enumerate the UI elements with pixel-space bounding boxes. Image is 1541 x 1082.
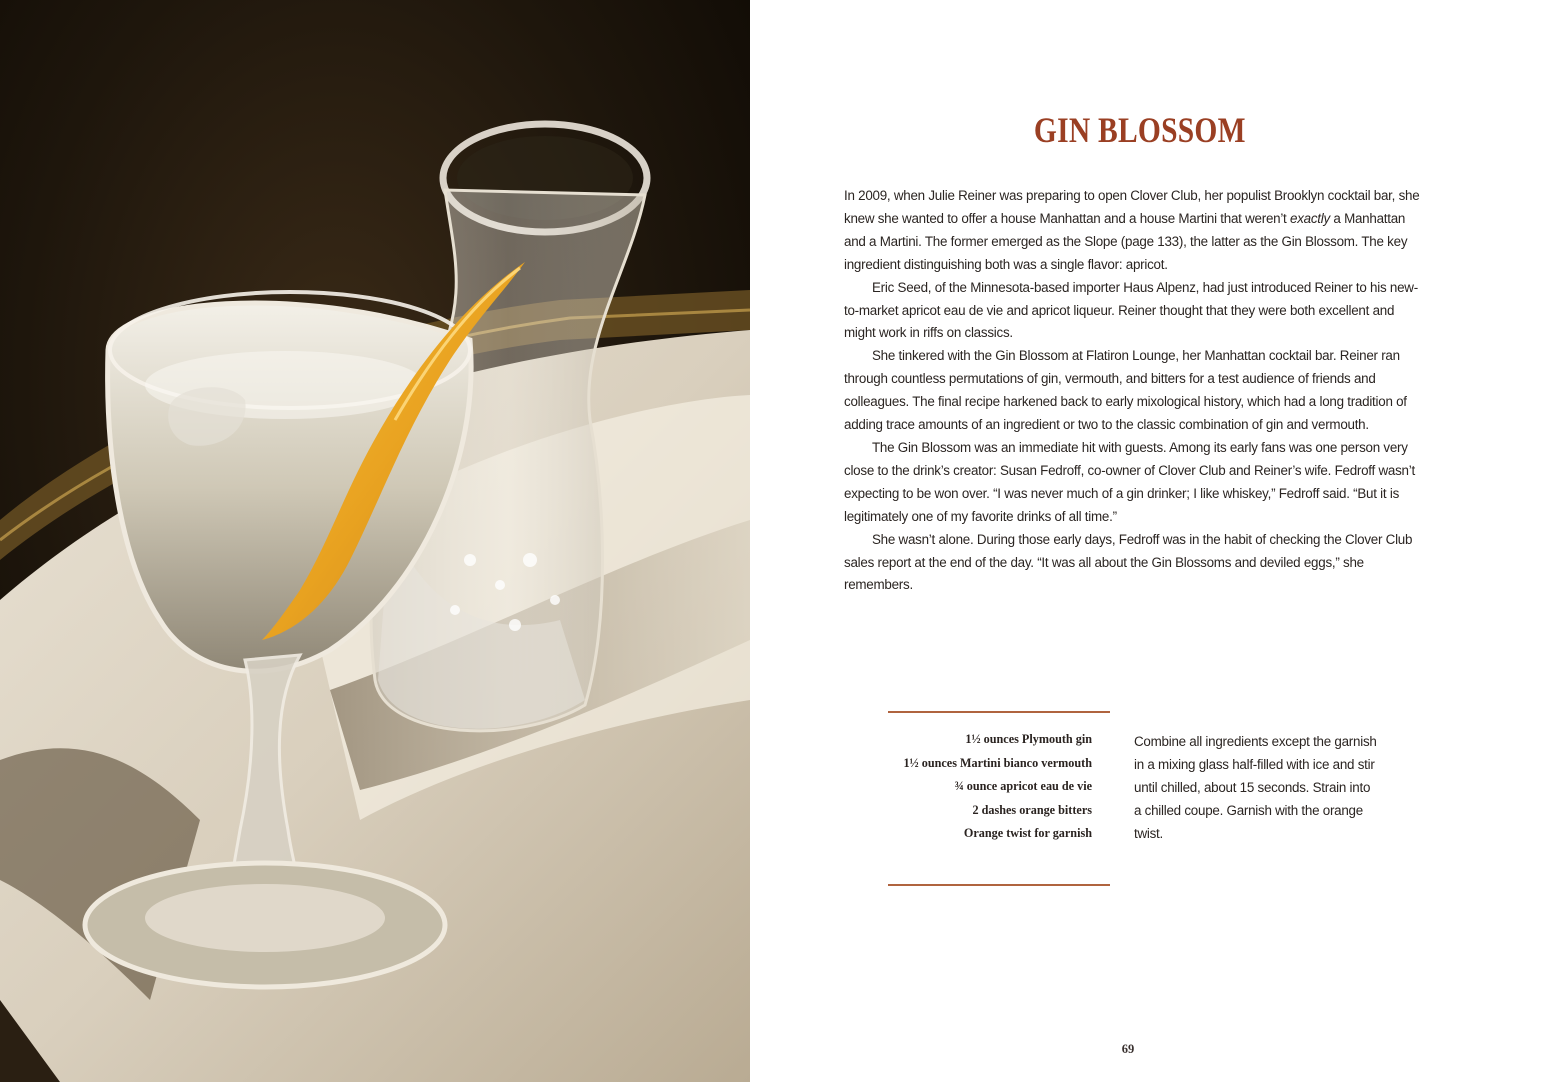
recipe-top-rule xyxy=(888,711,1110,713)
page-number: 69 xyxy=(1121,1042,1135,1056)
cocktail-photo xyxy=(0,0,750,1082)
ingredient-item: 1½ ounces Martini bianco vermouth xyxy=(903,755,1092,770)
story-paragraph-1-end: a Manhattan and a Martini. The former emerged as the Slope (page 133), the latter as the Gin Blossom. The key ingredient distinguishing both was a single flavor: apricot. xyxy=(844,210,1408,272)
story-paragraph-5: She wasn’t alone. During those early days, Fedroff was in the habit of checking the Clover Club sales report at the end of the day. “It was all about the Gin Blossoms and deviled eggs,” she remembers. xyxy=(844,531,1413,593)
recipe-method: Combine all ingredients except the garnish in a mixing glass half-filled with ice and stir until chilled, about 15 seconds. Strain into a chilled coupe. Garnish with the orange twist. xyxy=(1134,734,1377,841)
recipe-bottom-rule xyxy=(888,884,1110,886)
ingredients-list xyxy=(888,731,1092,849)
recipe-story xyxy=(844,185,1424,597)
story-paragraph-3: She tinkered with the Gin Blossom at Flatiron Lounge, her Manhattan cocktail bar. Reiner ran through countless permutations of gin, vermouth, and bitters for a test audience of friends and colleagues. The final recipe harkened back to early mixological history, which had a long tradition of adding trace amounts of an ingredient or two to the classic combination of gin and vermouth. xyxy=(844,348,1407,433)
ingredient-item: 2 dashes orange bitters xyxy=(972,802,1092,817)
ingredient-item: Orange twist for garnish xyxy=(963,826,1092,840)
recipe-title: GIN BLOSSOM xyxy=(1033,110,1246,150)
ingredient-item: 1½ ounces Plymouth gin xyxy=(965,732,1092,746)
story-paragraph-2: Eric Seed, of the Minnesota-based importer Haus Alpenz, had just introduced Reiner to his new-to-market apricot eau de vie and apricot liqueur. Reiner thought that they were both excellent and might work in riffs on classics. xyxy=(844,279,1418,341)
ingredient-item: ¾ ounce apricot eau de vie xyxy=(954,779,1092,793)
story-emphasis: exactly xyxy=(1290,210,1330,226)
cocktail-photo-illustration xyxy=(0,0,750,1082)
story-paragraph-1-start: In 2009, when Julie Reiner was preparing to open Clover Club, her populist Brooklyn cocktail bar, she knew she wanted to offer a house Manhattan and a house Martini that weren’t xyxy=(844,188,1420,226)
story-paragraph-1 xyxy=(844,185,1424,277)
story-paragraph-4: The Gin Blossom was an immediate hit with guests. Among its early fans was one person very close to the drink’s creator: Susan Fedroff, co-owner of Clover Club and Reiner’s wife. Fedroff wasn’t expecting to be won over. “I was never much of a gin drinker; I like whiskey,” Fedroff said. “But it is legitimately one of my favorite drinks of all time.” xyxy=(844,439,1415,524)
